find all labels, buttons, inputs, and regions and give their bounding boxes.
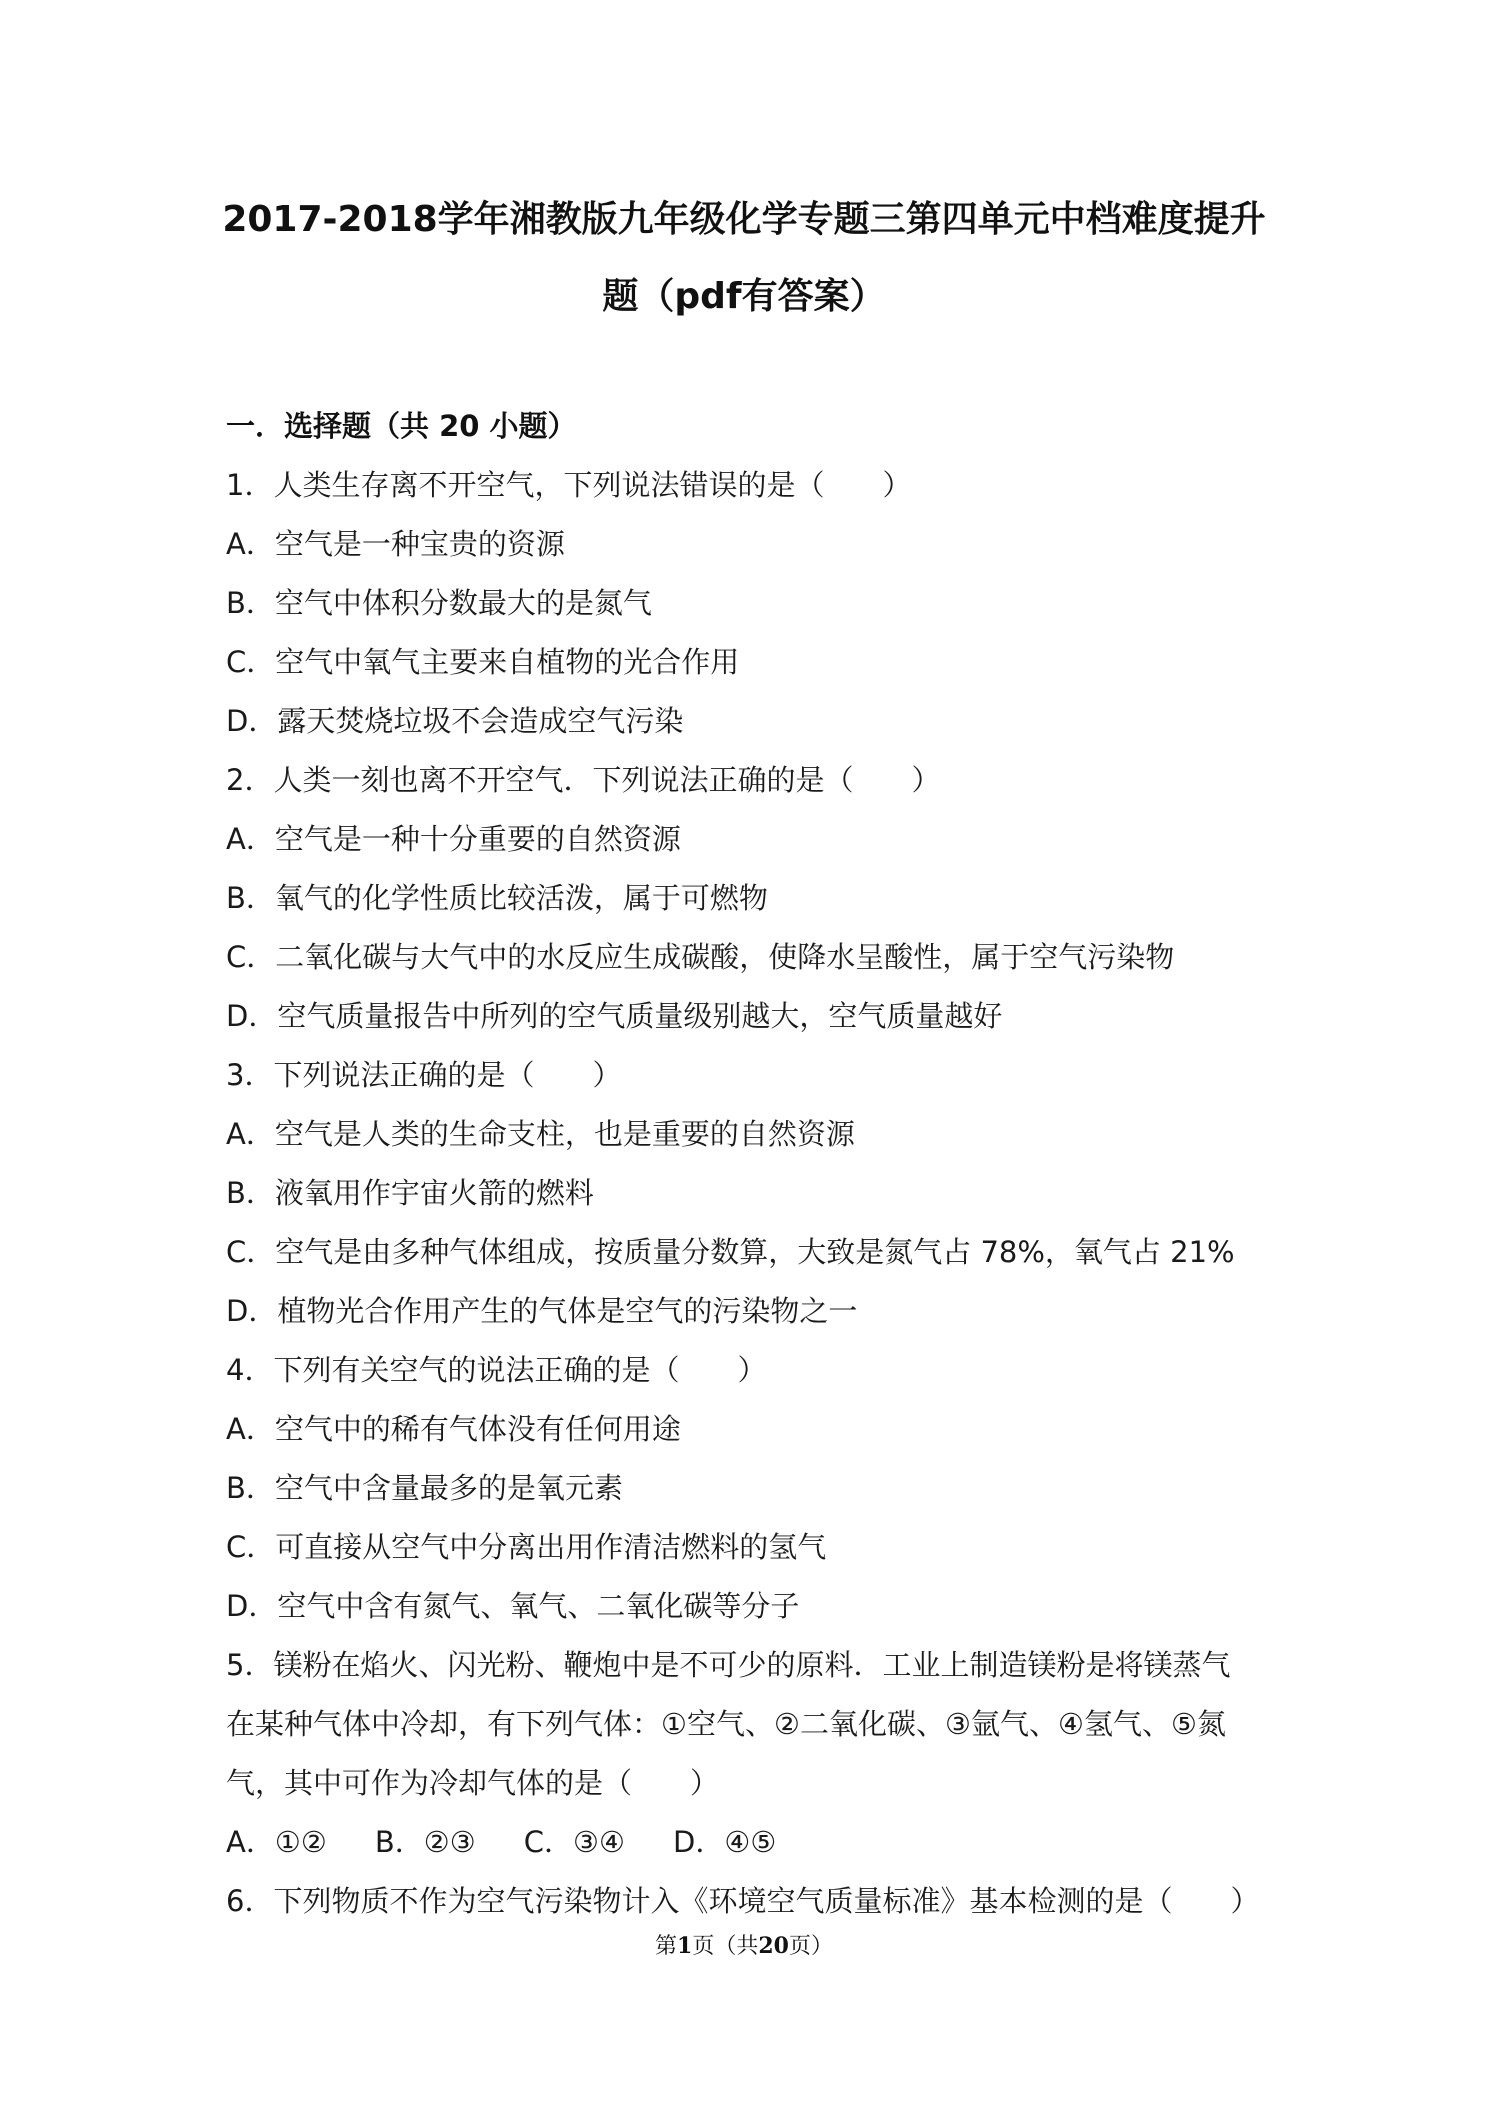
question-5-stem-line-3: 气，其中可作为冷却气体的是（ ） (226, 1766, 720, 1800)
question-3-stem: 3．下列说法正确的是（ ） (226, 1058, 622, 1092)
question-6-stem: 6．下列物质不作为空气污染物计入《环境空气质量标准》基本检测的是（ ） (226, 1884, 1260, 1918)
document-title-line-1: 2017-2018学年湘教版九年级化学专题三第四单元中档难度提升 (222, 199, 1266, 240)
question-5-option-a: A．①② (226, 1825, 327, 1859)
footer-total-pages: 20 (758, 1933, 789, 1959)
question-2-option-b: B．氧气的化学性质比较活泼，属于可燃物 (226, 881, 768, 915)
footer-suffix: 页） (788, 1934, 833, 1959)
page-footer (0, 1933, 1488, 1960)
footer-middle: 页（共 (692, 1934, 759, 1959)
question-2-option-a: A．空气是一种十分重要的自然资源 (226, 822, 681, 856)
question-1-option-c: C．空气中氧气主要来自植物的光合作用 (226, 645, 740, 679)
footer-prefix: 第 (655, 1934, 678, 1959)
question-4-option-a: A．空气中的稀有气体没有任何用途 (226, 1412, 681, 1446)
section-heading: 一．选择题（共 20 小题） (226, 409, 577, 443)
question-3-option-d: D．植物光合作用产生的气体是空气的污染物之一 (226, 1294, 858, 1328)
question-4-option-c: C．可直接从空气中分离出用作清洁燃料的氢气 (226, 1530, 827, 1564)
question-5-option-b: B．②③ (374, 1825, 476, 1859)
question-2-option-c: C．二氧化碳与大气中的水反应生成碳酸，使降水呈酸性，属于空气污染物 (226, 940, 1175, 974)
question-3-option-a: A．空气是人类的生命支柱，也是重要的自然资源 (226, 1117, 855, 1151)
question-1-option-d: D．露天焚烧垃圾不会造成空气污染 (226, 704, 684, 738)
question-3-option-b: B．液氧用作宇宙火箭的燃料 (226, 1176, 594, 1210)
question-5-option-c: C．③④ (523, 1825, 625, 1859)
question-1-option-a: A．空气是一种宝贵的资源 (226, 527, 565, 561)
question-3-option-c: C．空气是由多种气体组成，按质量分数算，大致是氮气占 78%，氧气占 21% (226, 1235, 1235, 1269)
document-title-line-2: 题（pdf有答案） (602, 276, 886, 317)
question-5-option-d: D．④⑤ (673, 1825, 777, 1859)
question-5-options (226, 1825, 1296, 1859)
question-4-option-d: D．空气中含有氮气、氧气、二氧化碳等分子 (226, 1589, 800, 1623)
question-4-stem: 4．下列有关空气的说法正确的是（ ） (226, 1353, 767, 1387)
question-5-stem-line-2: 在某种气体中冷却，有下列气体：①空气、②二氧化碳、③氩气、④氢气、⑤氮 (226, 1707, 1226, 1741)
footer-page-number: 1 (677, 1933, 693, 1959)
question-1-stem: 1．人类生存离不开空气，下列说法错误的是（ ） (226, 468, 912, 502)
question-4-option-b: B．空气中含量最多的是氧元素 (226, 1471, 623, 1505)
question-5-stem-line-1: 5．镁粉在焰火、闪光粉、鞭炮中是不可少的原料．工业上制造镁粉是将镁蒸气 (226, 1648, 1231, 1682)
question-2-option-d: D．空气质量报告中所列的空气质量级别越大，空气质量越好 (226, 999, 1003, 1033)
question-2-stem: 2．人类一刻也离不开空气．下列说法正确的是（ ） (226, 763, 941, 797)
question-1-option-b: B．空气中体积分数最大的是氮气 (226, 586, 652, 620)
